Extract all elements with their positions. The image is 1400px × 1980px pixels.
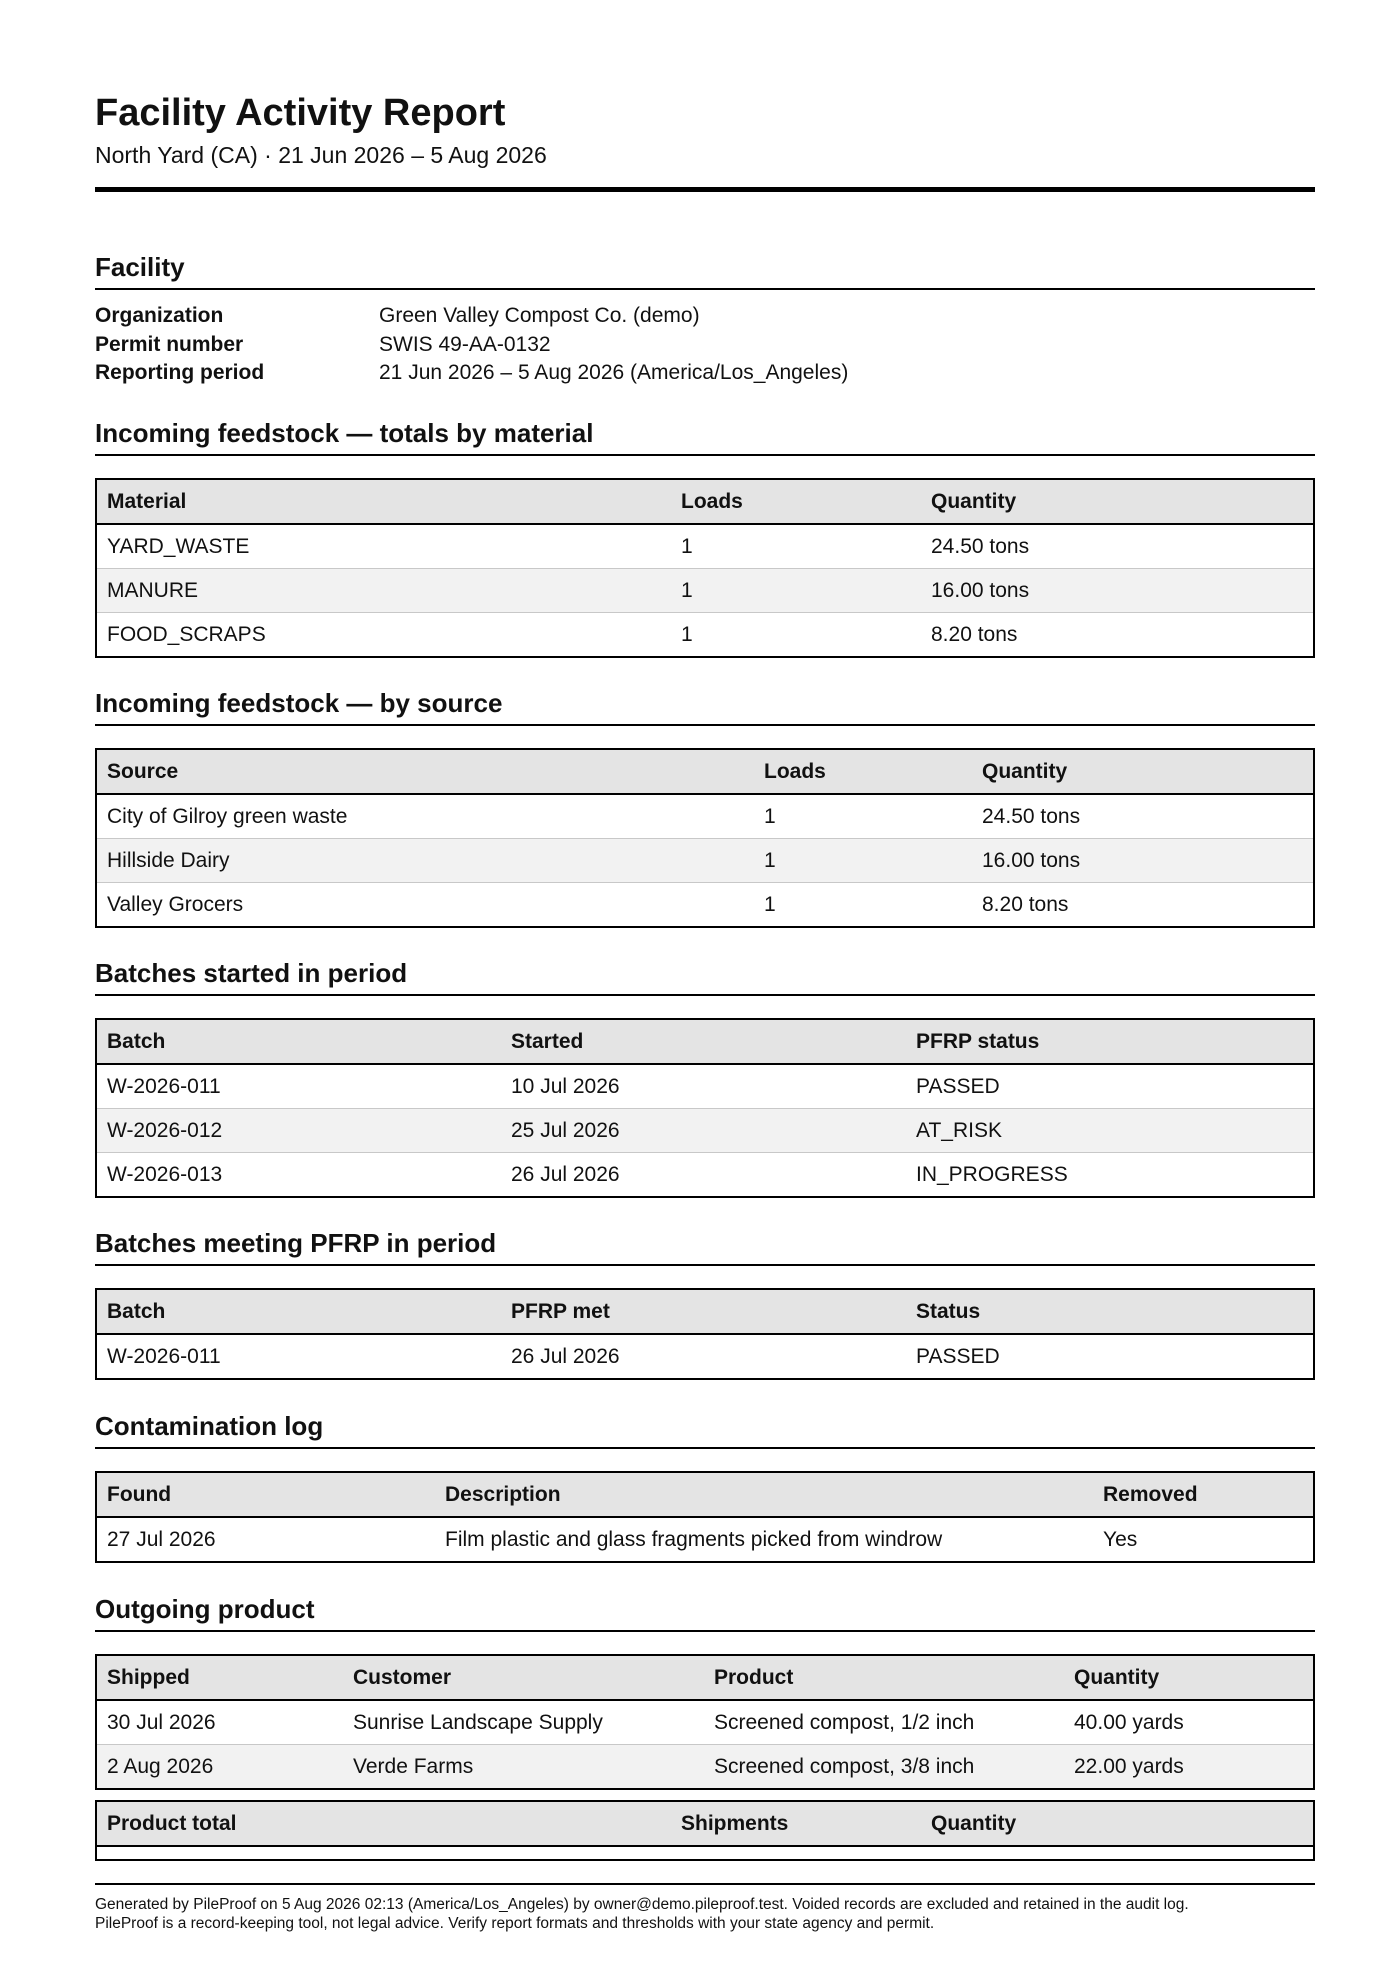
table-header-row [96,479,1314,524]
column-header: Shipments [671,1801,921,1846]
table-cell: Valley Grocers [107,892,244,916]
table-row [96,794,1314,839]
feedstock-source-section [95,686,1315,928]
column-header: Batch [96,1289,501,1334]
column-header: Quantity [921,479,1314,524]
table-cell: 30 Jul 2026 [96,1700,343,1745]
table-cell: 10 Jul 2026 [501,1064,906,1109]
table-cell [921,1846,1314,1860]
table-cell: 1 [754,794,972,839]
feedstock-material-table [95,478,1315,658]
table-header-row [96,1655,1314,1700]
field-label: Organization [95,304,224,328]
table-cell: Screened compost, 3/8 inch [704,1745,1064,1790]
column-header: Status [906,1289,1314,1334]
footer-generated-note: Generated by PileProof on 5 Aug 2026 02:13 (America/Los_Angeles) by owner@demo.pileproof.test. Voided records are excluded and retained in the audit log. [95,1896,1189,1913]
table-row [96,1153,1314,1198]
table-cell: 8.20 tons [982,892,1069,916]
table-cell: W-2026-011 [107,1344,221,1368]
table-cell: 16.00 tons [972,839,1314,883]
section-divider [95,454,1315,456]
table-cell: MANURE [96,569,671,613]
table-cell: Screened compost, 1/2 inch [704,1700,1064,1745]
table-cell: 1 [681,622,693,646]
table-header-row [96,1019,1314,1064]
table-row [96,1745,1314,1790]
section-divider [95,1264,1315,1266]
section-divider [95,288,1315,290]
feedstock-source-table [95,748,1315,928]
table-cell: Sunrise Landscape Supply [343,1700,704,1745]
table-row [96,613,1314,658]
table-cell: City of Gilroy green waste [96,794,754,839]
table-cell: YARD_WASTE [96,524,671,569]
table-row [96,524,1314,569]
table-header-row [96,1801,1314,1846]
batches-pfrp-table [95,1288,1315,1380]
section-divider [95,724,1315,726]
outgoing-section [95,1592,1315,1861]
table-header-row [96,1289,1314,1334]
table-row [96,839,1314,883]
column-header: PFRP met [501,1289,906,1334]
table-cell: Film plastic and glass fragments picked from windrow [445,1527,943,1551]
section-title: Batches started in period [95,958,408,988]
column-header: Quantity [921,1801,1314,1846]
table-cell: 22.00 yards [1064,1745,1314,1790]
column-header: Product [704,1655,1064,1700]
table-row [96,569,1314,613]
table-cell: Hillside Dairy [96,839,754,883]
status-cell: IN_PROGRESS [916,1162,1068,1186]
footer-divider [95,1883,1315,1885]
report-title: Facility Activity Report [95,92,506,134]
field-label: Reporting period [95,361,265,385]
table-cell: 1 [671,569,921,613]
column-header: Started [501,1019,906,1064]
section-title: Outgoing product [95,1594,315,1624]
field-value: SWIS 49-AA-0132 [379,332,551,356]
facility-details [95,302,1315,388]
table-header-row [96,1472,1314,1517]
table-cell: 26 Jul 2026 [511,1162,620,1186]
report-subtitle: North Yard (CA) · 21 Jun 2026 – 5 Aug 2026 [95,142,547,168]
table-cell: W-2026-011 [96,1064,501,1109]
section-divider [95,1447,1315,1449]
section-title: Contamination log [95,1411,324,1441]
footer-disclaimer: PileProof is a record-keeping tool, not legal advice. Verify report formats and thresholds with your state agency and permit. [95,1915,935,1932]
contamination-section [95,1409,1315,1563]
field-label: Permit number [95,332,244,356]
table-cell: Yes [1103,1527,1138,1551]
facility-row-organization [95,302,1315,331]
table-cell: 8.20 tons [931,622,1018,646]
table-cell: 2 Aug 2026 [96,1745,343,1790]
status-cell: PASSED [906,1064,1314,1109]
column-header: Shipped [96,1655,343,1700]
table-cell: 1 [671,524,921,569]
contamination-table [95,1471,1315,1563]
table-cell: 27 Jul 2026 [107,1527,216,1551]
section-title: Facility [95,252,185,282]
column-header: Customer [343,1655,704,1700]
report-footer [95,1895,1315,1933]
status-cell: AT_RISK [906,1109,1314,1153]
table-cell: W-2026-013 [107,1162,223,1186]
table-cell: 24.50 tons [921,524,1314,569]
section-divider [95,994,1315,996]
product-total-table [95,1800,1315,1861]
column-header: Loads [671,479,921,524]
facility-section [95,250,1315,388]
table-row [96,1064,1314,1109]
field-value: Green Valley Compost Co. (demo) [379,304,700,328]
table-row [96,1517,1314,1562]
table-row [96,1109,1314,1153]
table-row [96,883,1314,928]
column-header: Material [96,479,671,524]
table-cell: 16.00 tons [921,569,1314,613]
column-header: PFRP status [906,1019,1314,1064]
table-cell: 1 [764,892,776,916]
table-cell: 40.00 yards [1064,1700,1314,1745]
column-header: Quantity [1064,1655,1314,1700]
field-value: 21 Jun 2026 – 5 Aug 2026 (America/Los_Angeles) [379,361,849,385]
table-row [96,1700,1314,1745]
table-header-row [96,749,1314,794]
column-header: Found [96,1472,435,1517]
section-title: Incoming feedstock — by source [95,688,503,718]
feedstock-material-section [95,416,1315,658]
section-title: Incoming feedstock — totals by material [95,418,594,448]
outgoing-table [95,1654,1315,1790]
batches-started-table [95,1018,1315,1198]
table-cell [671,1846,921,1860]
column-header: Description [435,1472,1093,1517]
table-cell: Verde Farms [343,1745,704,1790]
column-header: Quantity [972,749,1314,794]
section-divider [95,1630,1315,1632]
table-row [96,1846,1314,1860]
table-cell: 24.50 tons [972,794,1314,839]
table-cell: 25 Jul 2026 [501,1109,906,1153]
status-cell: PASSED [916,1344,1000,1368]
title-divider [95,187,1315,192]
table-cell: W-2026-012 [96,1109,501,1153]
table-row [96,1334,1314,1379]
facility-row-permit [95,331,1315,360]
section-title: Batches meeting PFRP in period [95,1228,497,1258]
table-cell: 1 [754,839,972,883]
table-cell [96,1846,671,1860]
column-header: Removed [1093,1472,1314,1517]
column-header: Product total [96,1801,671,1846]
batches-pfrp-section [95,1226,1315,1380]
column-header: Source [96,749,754,794]
table-cell: 26 Jul 2026 [511,1344,620,1368]
column-header: Loads [754,749,972,794]
column-header: Batch [96,1019,501,1064]
table-cell: FOOD_SCRAPS [107,622,266,646]
batches-started-section [95,956,1315,1198]
facility-row-period [95,359,1315,388]
